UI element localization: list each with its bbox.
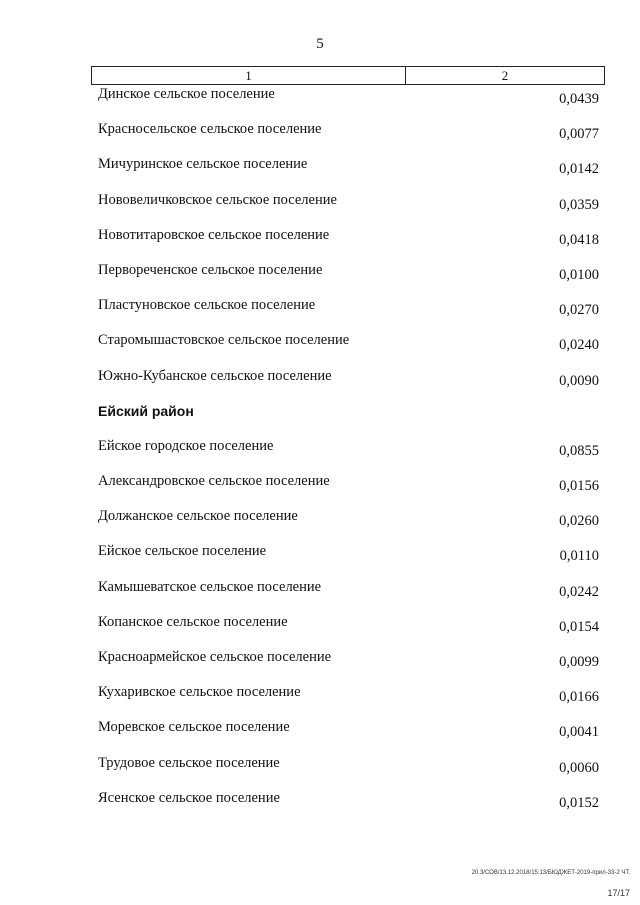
- table-row: [0, 262, 640, 297]
- table-row: [0, 192, 640, 227]
- settlement-value: 0,0077: [559, 126, 599, 143]
- column-header-1: 1: [92, 67, 406, 84]
- page-number: 5: [316, 36, 324, 52]
- settlement-name: Ясенское сельское поселение: [98, 789, 280, 806]
- settlement-value: 0,0060: [559, 759, 599, 776]
- settlement-name: Динское сельское поселение: [98, 86, 275, 102]
- table-row: [0, 719, 640, 754]
- table-row: [0, 614, 640, 649]
- settlement-name: Новотитаровское сельское поселение: [98, 226, 330, 243]
- settlement-name: Должанское сельское поселение: [98, 508, 298, 525]
- table-row: [0, 332, 640, 367]
- settlement-value: 0,0270: [559, 302, 599, 319]
- table-row: [0, 508, 640, 543]
- column-header-2: 2: [501, 68, 509, 83]
- table-row: [0, 368, 640, 403]
- settlement-name: Южно-Кубанское сельское поселение: [98, 367, 332, 384]
- settlement-name: Ейское сельское поселение: [98, 543, 267, 560]
- settlement-value: 0,0099: [559, 654, 599, 670]
- page-reference: 17/17: [607, 888, 630, 898]
- settlement-value: 0,0156: [559, 478, 599, 495]
- table-row: [0, 790, 640, 825]
- settlement-name: Камышеватское сельское поселение: [98, 578, 322, 595]
- settlement-value: 0,0110: [559, 548, 599, 565]
- settlement-name: Пластуновское сельское поселение: [98, 297, 316, 314]
- settlement-name: Моревское сельское поселение: [98, 719, 290, 736]
- settlement-name: Александровское сельское поселение: [98, 473, 330, 490]
- table-row: [0, 473, 640, 508]
- settlement-value: 0,0242: [559, 583, 599, 600]
- settlement-value: 0,0439: [559, 91, 599, 107]
- table-row: [0, 121, 640, 156]
- settlement-value: 0,0152: [559, 794, 599, 811]
- table-row: [0, 649, 640, 684]
- settlement-value: 0,0041: [559, 724, 599, 741]
- settlement-value: 0,0100: [559, 266, 599, 283]
- table-row: [0, 86, 640, 121]
- settlement-name: Ейское городское поселение: [98, 437, 274, 454]
- table-row: [0, 755, 640, 790]
- settlement-name: Кухаривское сельское поселение: [98, 684, 301, 701]
- settlement-value: 0,0154: [559, 618, 599, 635]
- district-name: Ейский район: [98, 402, 194, 419]
- settlement-table-body: [0, 86, 640, 825]
- table-row: [0, 227, 640, 262]
- table-row: [0, 684, 640, 719]
- settlement-name: Первореченское сельское поселение: [98, 261, 323, 278]
- settlement-value: 0,0240: [559, 337, 599, 354]
- settlement-name: Старомышастовское сельское поселение: [98, 332, 350, 349]
- settlement-value: 0,0359: [559, 196, 599, 213]
- table-row: [0, 579, 640, 614]
- table-row: [0, 543, 640, 578]
- settlement-name: Красносельское сельское поселение: [98, 121, 322, 138]
- settlement-value: 0,0855: [559, 442, 599, 459]
- settlement-name: Нововеличковское сельское поселение: [98, 191, 337, 208]
- table-row: [0, 438, 640, 473]
- table-row: [0, 156, 640, 191]
- settlement-value: 0,0418: [559, 231, 599, 248]
- district-heading-row: [0, 403, 640, 438]
- document-reference: 20.3/СОВ/13.12.2018/15:13/БЮДЖЕТ-2019-прил-33-2 ЧТ.: [471, 870, 630, 876]
- settlement-value: 0,0090: [559, 372, 599, 389]
- settlement-name: Трудовое сельское поселение: [98, 754, 280, 771]
- table-row: [0, 297, 640, 332]
- settlement-name: Красноармейское сельское поселение: [98, 649, 332, 665]
- settlement-value: 0,0166: [559, 689, 599, 706]
- settlement-name: Мичуринское сельское поселение: [98, 156, 308, 173]
- settlement-name: Копанское сельское поселение: [98, 613, 288, 630]
- settlement-value: 0,0260: [559, 513, 599, 530]
- settlement-value: 0,0142: [559, 161, 599, 178]
- table-header: [91, 66, 605, 85]
